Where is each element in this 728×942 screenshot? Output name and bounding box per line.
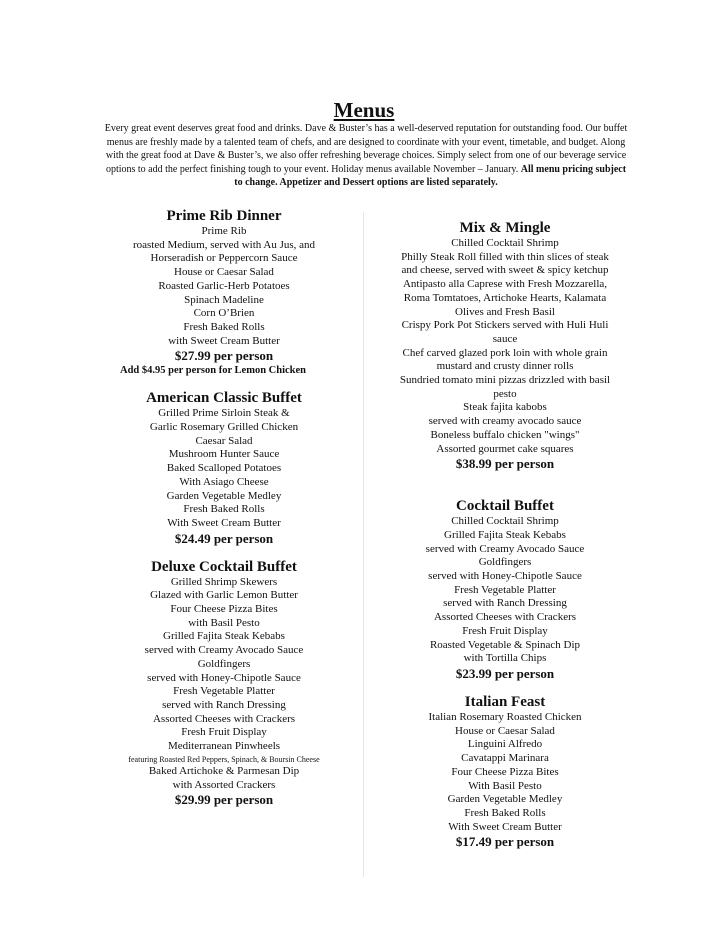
menu-item: With Asiago Cheese [179, 475, 269, 488]
menu-item: Fresh Fruit Display [181, 726, 267, 739]
menu-item: Crispy Pork Pot Stickers served with Huli Huli [401, 319, 609, 332]
menu-item: Grilled Shrimp Skewers [170, 575, 278, 588]
menu-item: Antipasto alla Caprese with Fresh Mozzarella, [402, 278, 608, 291]
menu-item: Sundried tomato mini pizzas drizzled with basil [399, 374, 611, 387]
menu-item: with Basil Pesto [188, 616, 260, 629]
intro-text: Every great event deserves great food and drinks. Dave & Buster’s has a well-deserved reputation for outstanding food. Our buffet menus are freshly made by a talented team of chefs, and are designed to coordinate with your event, timetable, and budget. Along with the great food at Dave & Buster’s, we also offer refreshing beverage choices. Simply select from one of our beverage service options to add the perfect finishing tough to your event. Holiday menus available November – January. [104, 123, 628, 175]
menu-item: With Basil Pesto [468, 779, 542, 792]
menu-items [108, 407, 340, 530]
menu-item: Four Cheese Pizza Bites [170, 603, 278, 616]
menu-item: Garden Vegetable Medley [447, 793, 563, 806]
menu-items [383, 711, 627, 834]
menu-title: Cocktail Buffet [456, 498, 554, 515]
menu-item: Four Cheese Pizza Bites [451, 765, 559, 778]
menu-price: $38.99 per person [455, 456, 555, 472]
menu-item: Prime Rib [201, 225, 247, 237]
menu-item: Boneless buffalo chicken "wings" [430, 428, 580, 441]
menu-item: With Sweet Cream Butter [167, 516, 281, 529]
menu-items [108, 765, 340, 792]
menu-title: Italian Feast [464, 693, 546, 710]
menu-price: $23.99 per person [455, 665, 555, 681]
menu-item: Garlic Rosemary Grilled Chicken [149, 421, 299, 434]
menu-price: $17.49 per person [455, 834, 555, 850]
menu-item: served with Creamy Avocado Sauce [144, 644, 304, 657]
menu-item: Fresh Baked Rolls [464, 806, 546, 819]
menu-item: served with Honey-Chipotle Sauce [147, 671, 301, 684]
menu-item: Linguini Alfredo [467, 738, 543, 751]
menu-item: Chilled Cocktail Shrimp [451, 237, 559, 249]
menu-item: Glazed with Garlic Lemon Butter [150, 589, 298, 602]
menu-item: served with Ranch Dressing [443, 597, 567, 610]
menu-items [108, 225, 340, 348]
menu-item: Roasted Vegetable & Spinach Dip [429, 638, 581, 651]
menu-american-classic-buffet [108, 390, 340, 546]
menu-price: $24.49 per person [174, 530, 274, 546]
menu-item: roasted Medium, served with Au Jus, and [132, 238, 316, 251]
menu-item: Roasted Garlic-Herb Potatoes [158, 279, 290, 292]
menu-item: with Assorted Crackers [172, 778, 276, 791]
menu-item: Fresh Baked Rolls [183, 503, 265, 516]
menu-item: Fresh Vegetable Platter [173, 685, 275, 698]
menu-prime-rib-dinner [108, 208, 340, 378]
menu-item: with Sweet Cream Butter [168, 334, 280, 347]
menu-item: Assorted Cheeses with Crackers [152, 712, 296, 725]
menu-deluxe-cocktail-buffet [108, 559, 340, 809]
menu-item: Olives and Fresh Basil [455, 305, 555, 318]
intro-paragraph [104, 122, 628, 190]
menu-item: sauce [492, 332, 518, 345]
menu-item: Baked Scalloped Potatoes [166, 462, 282, 475]
menu-item: Garden Vegetable Medley [166, 489, 282, 502]
menu-title: Prime Rib Dinner [166, 208, 282, 224]
menu-items [383, 515, 627, 666]
menu-cocktail-buffet [383, 498, 627, 682]
menu-item: Fresh Vegetable Platter [454, 583, 556, 596]
menu-item: Mediterranean Pinwheels [167, 740, 281, 753]
menu-item: Horseradish or Peppercorn Sauce [150, 252, 298, 265]
menu-title: Mix & Mingle [459, 220, 551, 236]
menu-title: American Classic Buffet [146, 390, 302, 407]
menu-item: with Tortilla Chips [463, 652, 547, 665]
menu-item: pesto [493, 387, 517, 400]
menu-item: Steak fajita kabobs [463, 401, 547, 414]
menu-item: Fresh Fruit Display [462, 624, 548, 637]
menu-item: Grilled Fajita Steak Kebabs [444, 528, 566, 541]
menu-item: Assorted gourmet cake squares [436, 442, 574, 455]
menu-item: Corn O’Brien [193, 307, 255, 320]
menu-price: $27.99 per person [174, 348, 274, 364]
menu-item: served with creamy avocado sauce [428, 415, 582, 428]
menu-item: House or Caesar Salad [455, 724, 555, 737]
menu-items [108, 576, 340, 754]
menu-item: Spinach Madeline [184, 293, 264, 306]
menu-item: served with Creamy Avocado Sauce [425, 542, 585, 555]
menu-item: Caesar Salad [195, 434, 253, 447]
menu-addon-note: Add $4.95 per person for Lemon Chicken [120, 365, 307, 377]
menu-item: Grilled Prime Sirloin Steak & [158, 407, 290, 420]
menu-item: Fresh Baked Rolls [183, 320, 265, 333]
menu-item: mustard and crusty dinner rolls [436, 360, 574, 373]
menu-item: Roma Tomtatoes, Artichoke Hearts, Kalamata [403, 291, 607, 304]
menu-item: Italian Rosemary Roasted Chicken [428, 710, 582, 723]
menu-title: Deluxe Cocktail Buffet [151, 558, 297, 575]
menu-item: Cavatappi Marinara [461, 752, 549, 765]
left-column [108, 208, 340, 808]
right-column [383, 208, 627, 850]
menu-item: served with Honey-Chipotle Sauce [428, 570, 582, 583]
menu-item: served with Ranch Dressing [162, 698, 286, 711]
menu-item: and cheese, served with sweet & spicy ketchup [401, 264, 609, 277]
menu-item: Chef carved glazed pork loin with whole grain [402, 346, 608, 359]
intro-bold-text: All menu pricing subject to change. Appetizer and Dessert options are listed separately. [234, 163, 627, 188]
menu-item-small-note: featuring Roasted Red Peppers, Spinach, & Boursin Cheese [128, 754, 320, 764]
menu-price: $29.99 per person [174, 792, 274, 808]
menu-item: Grilled Fajita Steak Kebabs [163, 630, 285, 643]
menu-item: Chilled Cocktail Shrimp [451, 515, 559, 528]
menu-item: With Sweet Cream Butter [448, 820, 562, 833]
menu-item: Baked Artichoke & Parmesan Dip [148, 764, 300, 777]
menu-item: House or Caesar Salad [174, 266, 274, 279]
page-title: Menus [333, 98, 395, 122]
menu-item: Philly Steak Roll filled with thin slices of steak [401, 250, 609, 263]
menu-mix-and-mingle [383, 220, 627, 472]
menu-items [383, 237, 627, 456]
menu-item: Goldfingers [197, 657, 251, 670]
menu-item: Assorted Cheeses with Crackers [433, 611, 577, 624]
menu-item: Mushroom Hunter Sauce [168, 448, 280, 461]
menu-italian-feast [383, 694, 627, 850]
menu-item: Goldfingers [478, 556, 532, 569]
column-divider [363, 212, 364, 877]
